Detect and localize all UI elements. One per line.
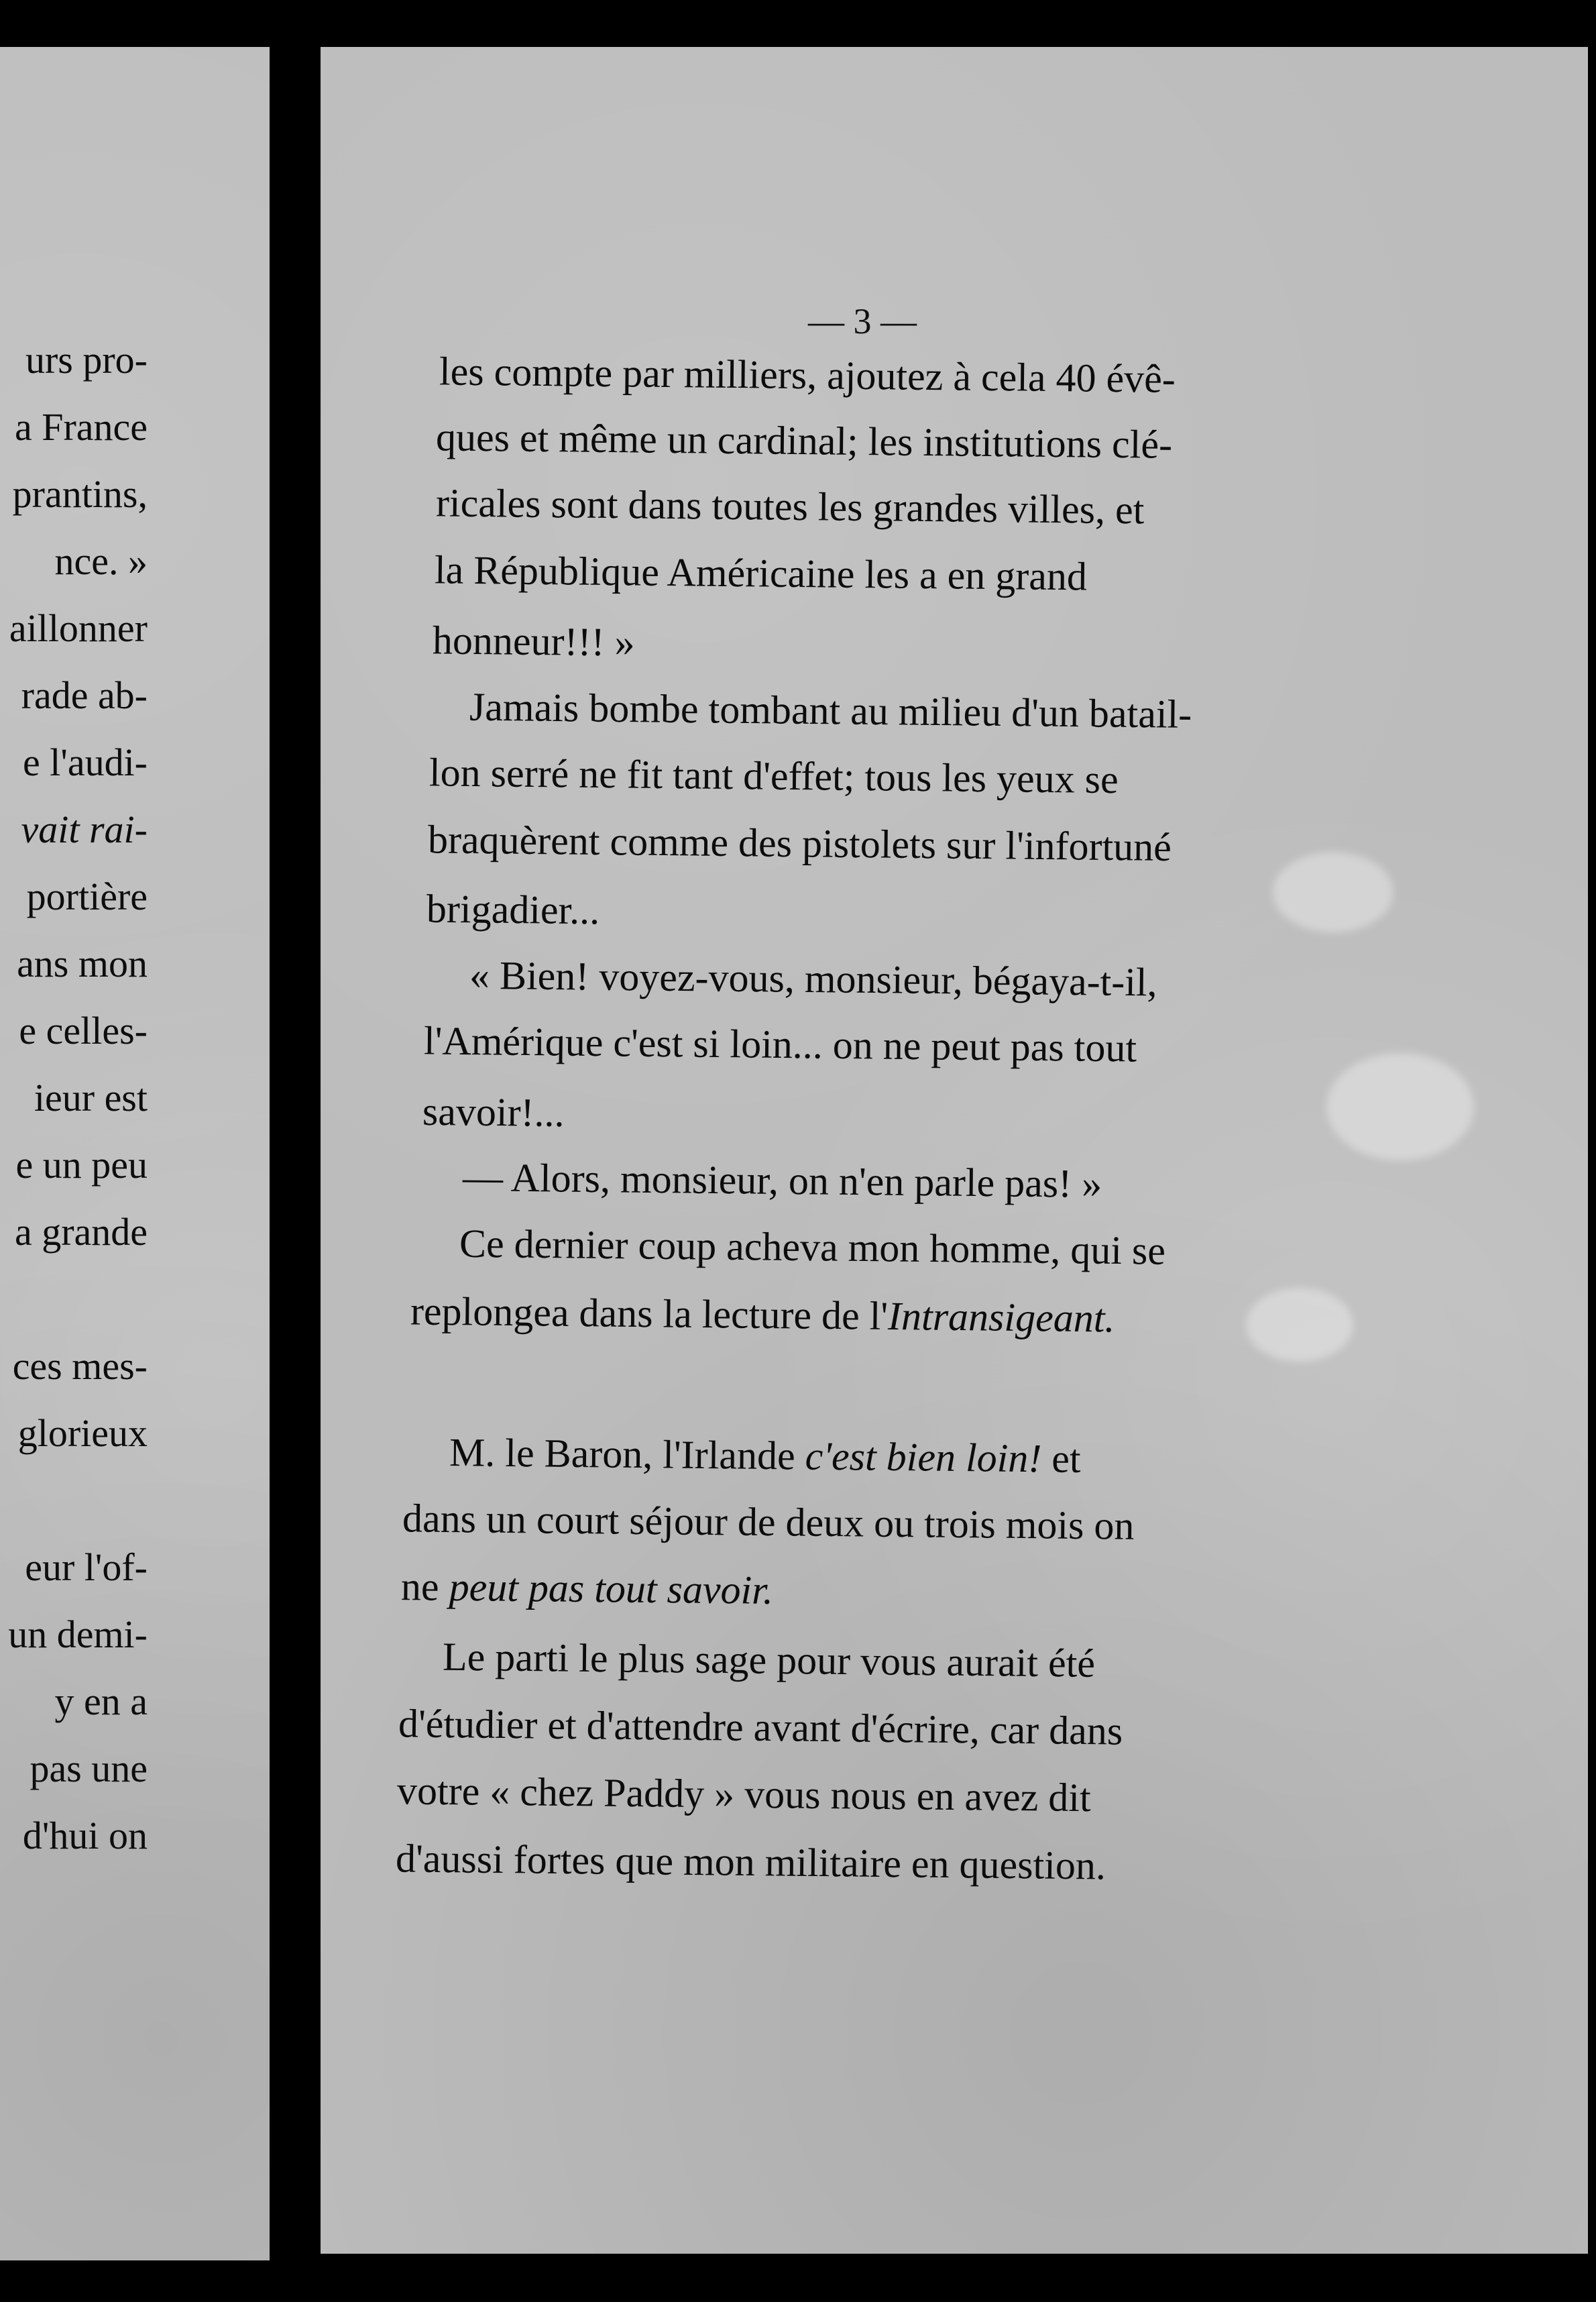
text-line: les compte par milliers, ajoutez à cela 40 évê- xyxy=(439,349,1176,401)
left-line: aillonner xyxy=(9,606,148,650)
left-page xyxy=(0,47,270,2260)
text-line: savoir!... xyxy=(422,1089,565,1136)
text-line: d'aussi fortes que mon militaire en question. xyxy=(395,1836,1106,1888)
italic-phrase: c'est bien loin! xyxy=(805,1433,1042,1481)
text-line: ricales sont dans toutes les grandes villes, et xyxy=(435,480,1145,533)
text-line: d'étudier et d'attendre avant d'écrire, car dans xyxy=(398,1701,1123,1753)
text-line: braquèrent comme des pistolets sur l'infortuné xyxy=(427,817,1172,869)
left-line: urs pro- xyxy=(25,338,148,382)
newspaper-title: Intransigeant. xyxy=(887,1293,1115,1341)
text-segment: M. le Baron, l'Irlande xyxy=(449,1430,805,1478)
text-line: la République Américaine les a en grand xyxy=(434,547,1088,599)
left-line: rade ab- xyxy=(21,673,148,717)
left-line: prantins, xyxy=(12,472,148,516)
left-line: ces mes- xyxy=(12,1344,148,1388)
left-line: e l'audi- xyxy=(23,741,148,784)
text-line: dans un court séjour de deux ou trois mois on xyxy=(402,1496,1135,1548)
text-segment: replongea dans la lecture de l' xyxy=(410,1289,889,1338)
left-page-text-clip xyxy=(0,47,270,2260)
left-line: pas une xyxy=(30,1747,148,1790)
text-line: — Alors, monsieur, on n'en parle pas! » xyxy=(462,1155,1102,1206)
italic-phrase: peut pas tout savoir. xyxy=(449,1564,774,1612)
page-number: — 3 — xyxy=(808,301,917,341)
text-segment: et xyxy=(1041,1436,1082,1481)
left-line: a grande xyxy=(14,1210,148,1254)
paper-stain xyxy=(1273,852,1393,932)
text-line xyxy=(449,1432,1081,1479)
text-line: l'Amérique c'est si loin... on ne peut pas tout xyxy=(423,1018,1137,1071)
left-line: ieur est xyxy=(34,1076,148,1119)
text-segment: ne xyxy=(400,1564,449,1609)
left-line: un demi- xyxy=(8,1612,148,1656)
left-line: ans mon xyxy=(17,942,148,985)
paper-stain xyxy=(1246,1288,1353,1362)
text-line: ques et même un cardinal; les institutions clé- xyxy=(435,415,1173,467)
left-line: vait rai- xyxy=(21,808,148,851)
text-line: Ce dernier coup acheva mon homme, qui se xyxy=(459,1221,1166,1273)
left-line: e celles- xyxy=(19,1009,148,1052)
left-line: e un peu xyxy=(15,1143,148,1187)
text-line xyxy=(410,1291,1115,1339)
left-line: nce. » xyxy=(54,539,148,583)
text-line: Le parti le plus sage pour vous aurait été xyxy=(442,1634,1096,1686)
text-line: « Bien! voyez-vous, monsieur, bégaya-t-il, xyxy=(469,952,1157,1005)
left-line: y en a xyxy=(54,1680,148,1723)
text-line: votre « chez Paddy » vous nous en avez dit xyxy=(396,1768,1092,1820)
left-line: portière xyxy=(26,875,148,918)
text-line xyxy=(401,1566,774,1610)
left-page-text xyxy=(0,47,148,2260)
paper-stain xyxy=(1326,1053,1474,1160)
text-line: honneur!!! » xyxy=(432,618,635,665)
left-line: glorieux xyxy=(17,1411,148,1455)
text-line: lon serré ne fit tant d'effet; tous les yeux se xyxy=(429,750,1119,802)
text-line: brigadier... xyxy=(426,886,600,933)
text-line: Jamais bombe tombant au milieu d'un batail- xyxy=(469,684,1192,736)
left-line: a France xyxy=(14,405,148,449)
left-line: d'hui on xyxy=(22,1814,148,1857)
left-line: eur l'of- xyxy=(25,1545,148,1589)
